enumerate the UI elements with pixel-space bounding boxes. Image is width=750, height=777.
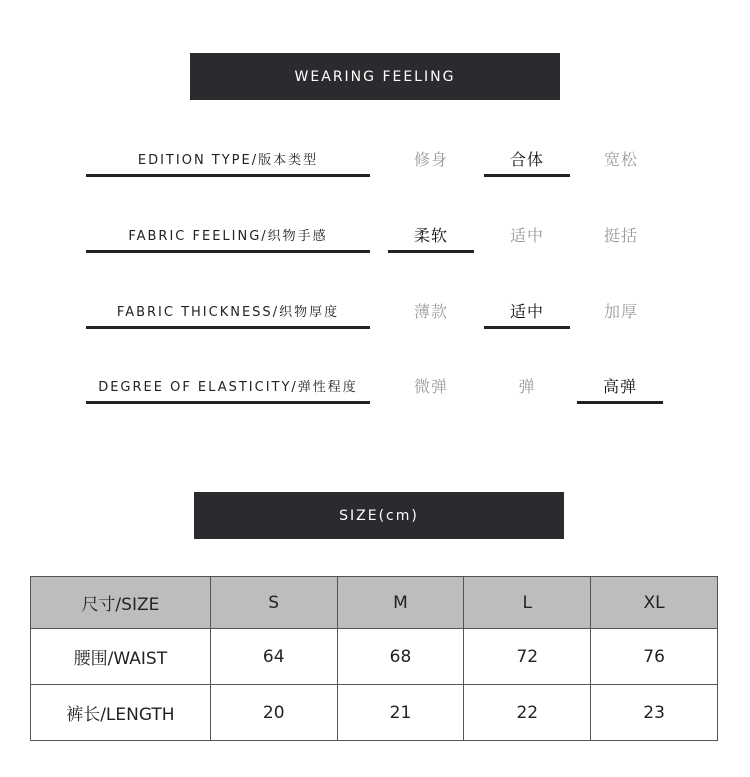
option-elasticity-0: 微弹 <box>413 376 448 396</box>
attr-label-edition-type: EDITION TYPE/版本类型 <box>86 142 370 177</box>
header-s: S <box>210 577 337 629</box>
table-cell: 22 <box>464 685 591 741</box>
attr-label-fabric-thickness: FABRIC THICKNESS/织物厚度 <box>86 294 370 329</box>
wearing-feeling-title: WEARING FEELING <box>294 68 456 85</box>
option-edition-2: 宽松 <box>603 149 638 169</box>
row-label-waist: 腰围/WAIST <box>31 629 211 685</box>
table-cell: 72 <box>464 629 591 685</box>
attr-label-fabric-feeling: FABRIC FEELING/织物手感 <box>86 218 370 253</box>
option-feeling-0: 柔软 <box>388 218 474 253</box>
option-elasticity-1: 弹 <box>518 376 536 396</box>
table-row <box>31 685 718 741</box>
option-thickness-2: 加厚 <box>603 301 638 321</box>
table-cell: 64 <box>210 629 337 685</box>
header-m: M <box>337 577 464 629</box>
size-banner <box>194 492 564 539</box>
option-thickness-1: 适中 <box>484 294 570 329</box>
option-feeling-2: 挺括 <box>603 225 638 245</box>
table-cell: 21 <box>337 685 464 741</box>
option-edition-0: 修身 <box>413 149 448 169</box>
table-row <box>31 629 718 685</box>
option-thickness-0: 薄款 <box>413 301 448 321</box>
option-edition-1: 合体 <box>484 142 570 177</box>
table-cell: 76 <box>591 629 718 685</box>
row-label-length: 裤长/LENGTH <box>31 685 211 741</box>
header-l: L <box>464 577 591 629</box>
table-cell: 20 <box>210 685 337 741</box>
option-feeling-1: 适中 <box>509 225 544 245</box>
table-cell: 68 <box>337 629 464 685</box>
header-xl: XL <box>591 577 718 629</box>
wearing-feeling-banner <box>190 53 560 100</box>
table-cell: 23 <box>591 685 718 741</box>
option-elasticity-2: 高弹 <box>577 369 663 404</box>
size-table <box>30 576 718 741</box>
attr-label-elasticity: DEGREE OF ELASTICITY/弹性程度 <box>86 369 370 404</box>
size-table-header-row <box>31 577 718 629</box>
header-size: 尺寸/SIZE <box>31 577 211 629</box>
size-title: SIZE(cm) <box>339 507 419 524</box>
